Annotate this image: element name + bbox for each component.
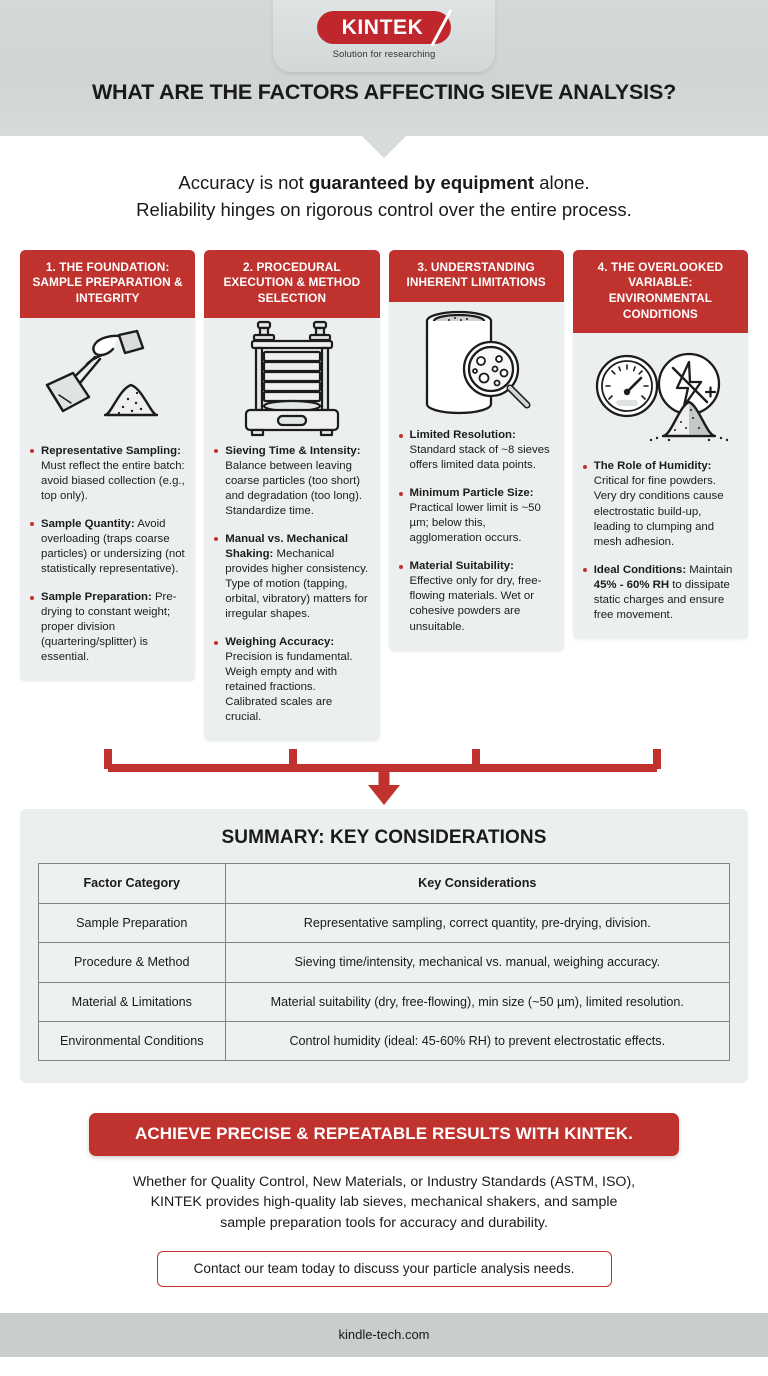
subtitle-line-2: Reliability hinges on rigorous control over the entire process. — [136, 198, 632, 220]
bullet-term: Sieving Time & Intensity: — [225, 444, 361, 457]
table-cell-category: Sample Preparation — [39, 903, 226, 942]
bullet-term: Representative Sampling: — [41, 444, 181, 457]
bullet-item — [212, 444, 369, 519]
bullet-text-tail: to dissipate static charges and ensure free movement. — [593, 578, 730, 621]
table-row — [39, 943, 730, 982]
bullet-text: Maintain — [686, 563, 733, 576]
bullet-item — [28, 444, 185, 504]
bullet-term: Minimum Particle Size: — [409, 487, 534, 500]
table-cell-consideration: Representative sampling, correct quantity, pre-drying, division. — [225, 903, 729, 942]
sieve-stack-magnifier-icon — [389, 302, 564, 424]
table-cell-consideration: Control humidity (ideal: 45-60% RH) to prevent electrostatic effects. — [225, 1021, 729, 1060]
factor-card-2-heading: 2. PROCEDURAL EXECUTION & METHOD SELECTION — [204, 250, 379, 318]
bullet-term: Limited Resolution: — [409, 429, 516, 441]
bullet-item — [581, 459, 738, 549]
table-cell-consideration: Material suitability (dry, free-flowing), min size (~50 µm), limited resolution. — [225, 982, 729, 1021]
table-cell-category: Procedure & Method — [39, 943, 226, 982]
factor-card-3-body — [389, 424, 564, 651]
bullet-item — [212, 635, 369, 725]
cta-paragraph-line-1: Whether for Quality Control, New Materials, or Industry Standards (ASTM, ISO), — [132, 1174, 636, 1191]
factor-card-3-heading: 3. UNDERSTANDING INHERENT LIMITATIONS — [389, 250, 564, 302]
table-cell-consideration: Sieving time/intensity, mechanical vs. manual, weighing accuracy. — [225, 943, 729, 982]
factor-card-4-body — [573, 455, 748, 638]
bullet-text: Avoid overloading (traps coarse particles) or undersizing (not statistically representative). — [41, 517, 185, 576]
table-header-cell: Key Considerations — [225, 864, 729, 903]
bullet-item — [212, 532, 369, 622]
bullet-text-bold: 45% - 60% RH — [593, 578, 670, 591]
bullet-text: Precision is fundamental. Weigh empty and with retained fractions. Calibrated scales are crucial. — [225, 651, 353, 724]
bullet-item — [397, 559, 554, 634]
table-header-cell: Factor Category — [39, 864, 226, 903]
header-band — [0, 0, 768, 136]
factor-card-4-bullets — [581, 459, 738, 622]
humidity-gauge-static-icon — [573, 333, 748, 455]
table-row — [39, 903, 730, 942]
factor-card-1-body — [20, 440, 195, 682]
cta-section — [0, 1113, 768, 1286]
subtitle — [0, 170, 768, 224]
table-header-row — [39, 864, 730, 903]
factor-columns — [0, 250, 768, 742]
factor-card-1-bullets — [28, 444, 185, 666]
cta-paragraph-line-3: sample preparation tools for accuracy and durability. — [220, 1214, 548, 1231]
bullet-term: The Role of Humidity: — [593, 460, 712, 473]
table-cell-category: Environmental Conditions — [39, 1021, 226, 1060]
bullet-text: Standard stack of ~8 sieves offers limited data points. — [409, 444, 550, 472]
bullet-text: Practical lower limit is ~50 µm; below this, agglomeration occurs. — [409, 502, 541, 545]
logo-wordmark: KINTEK — [341, 16, 424, 39]
bullet-term: Weighing Accuracy: — [225, 636, 335, 649]
bullet-text: Mechanical provides higher consistency. Type of motion (tapping, orbital, vibratory) matters for irregular shapes. — [225, 547, 369, 621]
factor-card-4 — [573, 250, 748, 639]
flow-connector-arrow — [0, 743, 768, 809]
subtitle-line1-bold: guaranteed by equipment — [308, 172, 535, 193]
bullet-item — [581, 563, 738, 623]
hand-scoop-powder-icon — [20, 318, 195, 440]
footer-site-label: kindle-tech.com — [338, 1327, 430, 1343]
bullet-term: Sample Preparation: — [41, 591, 152, 604]
bullet-term: Manual vs. Mechanical Shaking: — [225, 532, 349, 560]
factor-card-1 — [20, 250, 195, 682]
factor-card-2 — [204, 250, 379, 742]
bullet-item — [397, 428, 554, 473]
cta-banner: ACHIEVE PRECISE & REPEATABLE RESULTS WITH KINTEK. — [89, 1113, 679, 1156]
bullet-text: Effective only for dry, free-flowing materials. Wet or cohesive powders are unsuitable. — [409, 575, 542, 633]
factor-card-2-bullets — [212, 444, 369, 726]
page-title: WHAT ARE THE FACTORS AFFECTING SIEVE ANALYSIS? — [91, 80, 677, 104]
logo-tagline: Solution for researching — [332, 49, 436, 60]
table-row — [39, 1021, 730, 1060]
factor-card-1-heading: 1. THE FOUNDATION: SAMPLE PREPARATION & INTEGRITY — [20, 250, 195, 318]
bullet-item — [397, 486, 554, 546]
summary-table — [38, 863, 730, 1061]
contact-button[interactable]: Contact our team today to discuss your particle analysis needs. — [157, 1251, 612, 1287]
bullet-text: Must reflect the entire batch: avoid biased collection (e.g., top only). — [41, 459, 185, 502]
subtitle-line-1 — [50, 170, 718, 197]
footer-bar — [0, 1313, 768, 1357]
summary-title: SUMMARY: KEY CONSIDERATIONS — [221, 827, 547, 849]
bullet-text: Pre-drying to constant weight; proper division (quartering/splitter) is essential. — [41, 591, 177, 664]
factor-card-3 — [389, 250, 564, 651]
bullet-term: Sample Quantity: — [41, 517, 135, 530]
bullet-term: Ideal Conditions: — [593, 563, 687, 576]
bullet-text: Critical for fine powders. Very dry conditions cause electrostatic build-up, leading to clumping and mesh adhesion. — [593, 475, 724, 548]
factor-card-3-bullets — [397, 428, 554, 635]
cta-paragraph-line-2: KINTEK provides high-quality lab sieves, mechanical shakers, and sample — [150, 1194, 618, 1211]
factor-card-2-body — [204, 440, 379, 742]
logo-slash-icon — [430, 9, 451, 46]
sieve-shaker-icon — [204, 318, 379, 440]
header-notch — [362, 136, 406, 158]
cta-paragraph — [20, 1172, 748, 1232]
bullet-item — [28, 590, 185, 665]
bullet-text: Balance between leaving coarse particles (too short) and degradation (too long). Standardize time. — [225, 459, 363, 517]
subtitle-line1-pre: Accuracy is not — [178, 172, 309, 193]
factor-card-4-heading: 4. THE OVERLOOKED VARIABLE: ENVIRONMENTAL CONDITIONS — [573, 250, 748, 334]
bullet-term: Material Suitability: — [409, 560, 514, 573]
kintek-logo — [317, 11, 451, 44]
table-row — [39, 982, 730, 1021]
summary-section — [20, 809, 748, 1083]
logo-plate — [273, 0, 495, 72]
subtitle-line1-post: alone. — [534, 172, 590, 193]
table-cell-category: Material & Limitations — [39, 982, 226, 1021]
bullet-item — [28, 517, 185, 577]
